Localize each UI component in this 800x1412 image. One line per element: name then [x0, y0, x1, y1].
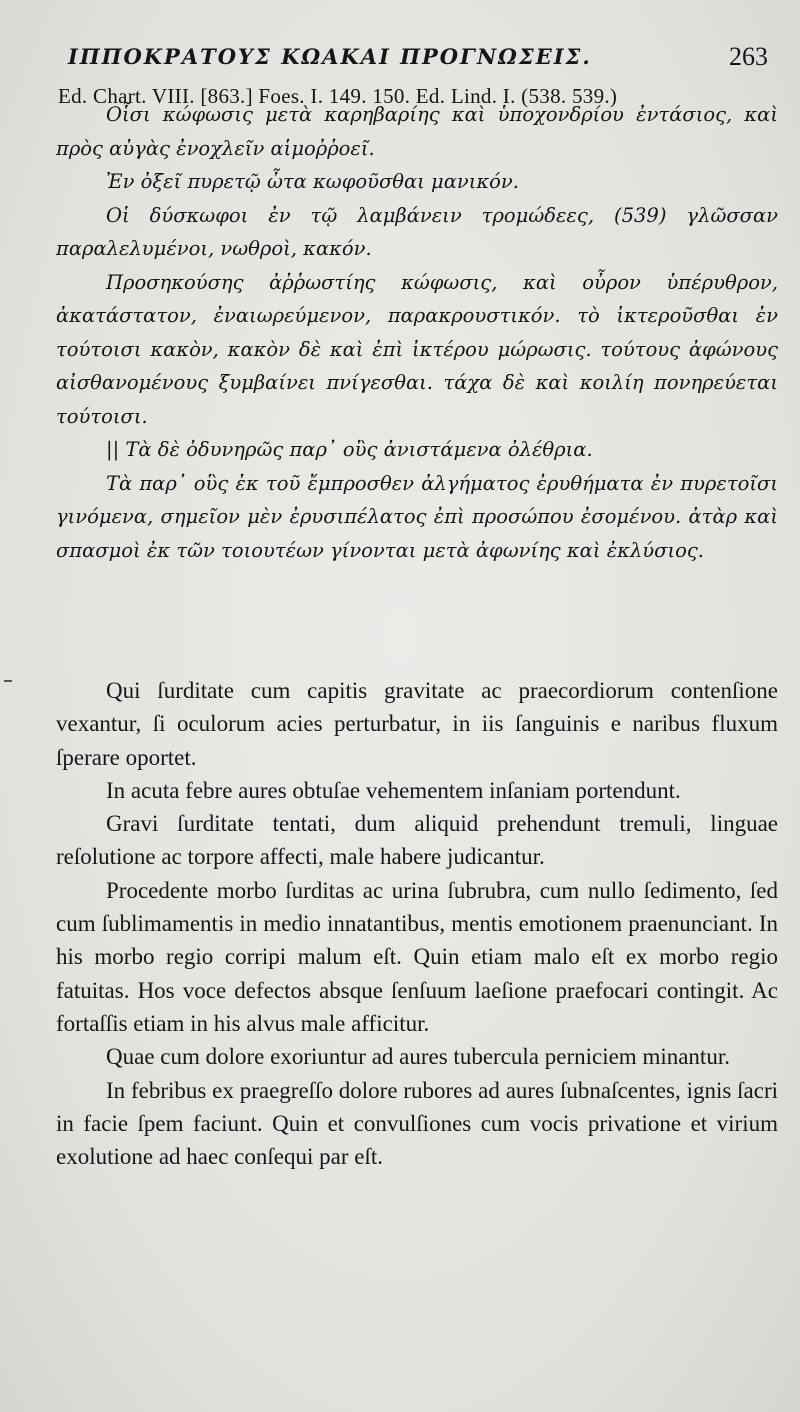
latin-text-block [56, 674, 778, 1173]
greek-text-block [56, 98, 778, 567]
page-number: 263 [729, 42, 768, 71]
latin-paragraph: In febribus ex praegreſſo dolore rubores ad aures ſubnaſcentes, ignis ſacri in facie ſpem faciunt. Quin et convulſiones cum vocis privatione et virium exolutione ad haec conſequi par eſt. [56, 1077, 778, 1170]
latin-paragraph: Quae cum dolore exoriuntur ad aures tubercula perniciem minantur. [106, 1044, 730, 1070]
greek-paragraph: Οἱ δύσκωφοι ἐν τῷ λαμβάνειν τρομώδεες, (539) γλῶσσαν παραλελυμένοι, νωθροὶ, κακόν. [56, 203, 778, 260]
greek-paragraph: Προσηκούσης ἀῤῥωστίης κώφωσις, καὶ οὖρον ὑπέρυθρον, ἀκατάστατον, ἐναιωρεύμενον, παρακρουστικόν. τὸ ἰκτεροῦσθαι ἐν τούτοισι κακὸν, κακὸν δὲ καὶ ἐπὶ ἰκτέρου μώρωσις. τούτους ἀφώνους αἰσθανομένους ξυμβαίνει πνίγεσθαι. τάχα δὲ καὶ κοιλίη πονηρεύεται τούτοισι. [56, 270, 778, 428]
greek-paragraph: || Τὰ δὲ ὀδυνηρῶς παρ᾽ οὓς ἀνιστάμενα ὀλέθρια. [106, 438, 593, 461]
greek-paragraph: Ἐν ὀξεῖ πυρετῷ ὦτα κωφοῦσθαι μανικόν. [106, 170, 519, 193]
latin-paragraph: In acuta febre aures obtuſae vehementem inſaniam portendunt. [106, 777, 681, 803]
greek-paragraph: Οἷσι κώφωσις μετὰ καρηβαρίης καὶ ὑποχονδρίου ἐντάσιος, καὶ πρὸς αὐγὰς ἐνοχλεῖν αἱμοῤῥοεῖ. [56, 103, 778, 160]
latin-paragraph: Gravi ſurditate tentati, dum aliquid prehendunt tremuli, linguae reſolutione ac torpore affecti, male habere judicantur. [56, 811, 778, 870]
latin-paragraph: Qui ſurditate cum capitis gravitate ac praecordiorum contenſione vexantur, ſi oculorum acies perturbatur, in iis ſanguinis e naribus fluxum ſperare oportet. [56, 678, 778, 770]
margin-mark [4, 680, 12, 682]
running-head [68, 38, 768, 78]
greek-paragraph: Τὰ παρ᾽ οὓς ἐκ τοῦ ἔμπροσθεν ἀλγήματος ἐρυθήματα ἐν πυρετοῖσι γινόμενα, σημεῖον μὲν ἐρυσιπέλατος ἐπὶ προσώπου ἐσομένου. ἀτὰρ καὶ σπασμοὶ ἐκ τῶν τοιουτέων γίνονται μετὰ ἀφωνίης καὶ ἐκλύσιος. [56, 471, 778, 562]
edition-reference-line: Ed. Chart. VIII. [863.] Foes. I. 149. 150. Ed. Lind. I. (538. 539.) [58, 84, 618, 108]
running-title: ΙΠΠΟΚΡΑΤΟΥΣ ΚΩΑΚΑΙ ΠΡΟΓΝΩΣΕΙΣ. [68, 44, 592, 69]
latin-paragraph: Procedente morbo ſurditas ac urina ſubrubra, cum nullo ſedimento, ſed cum ſublimamentis in medio innatantibus, mentis emotionem praenunciant. In his morbo regio corripi malum eſt. Quin etiam malo eſt ex morbo regio fatuitas. Hos voce defectos absque ſenſuum laeſione praefocari contingit. Ac fortaſſis etiam in his alvus male afficitur. [56, 877, 778, 1036]
